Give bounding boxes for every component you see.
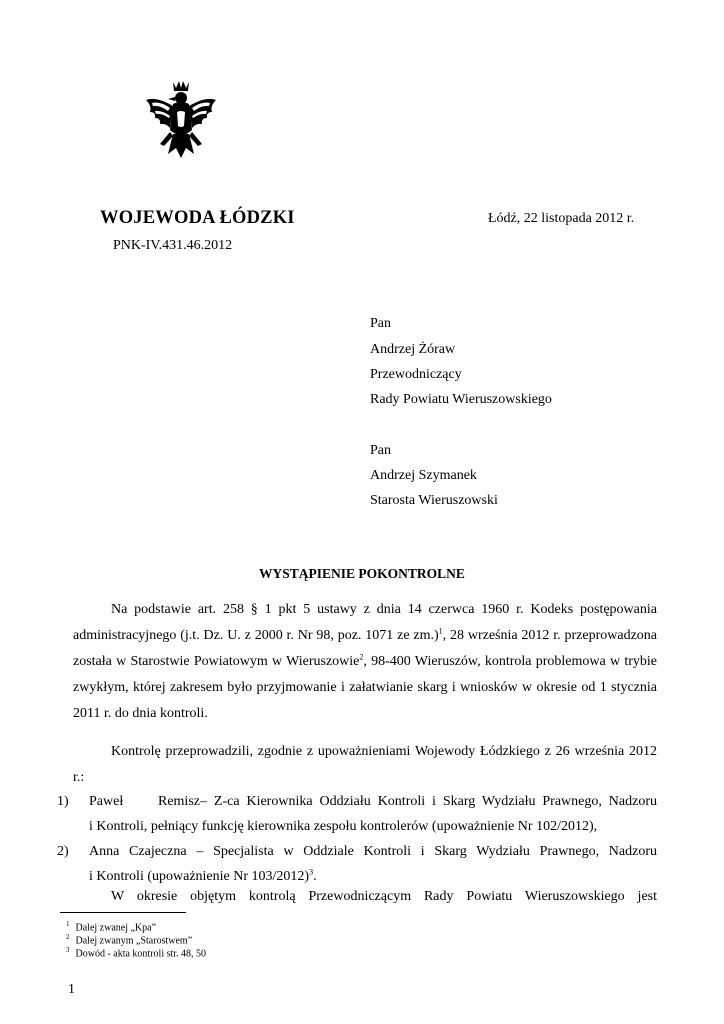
footnote	[66, 944, 206, 960]
paragraph-text: , 28 września 2012 r. przeprowadzona została w Starostwie Powiatowym w Wieruszowie	[73, 628, 657, 669]
controller-role-continued: i Kontroli, pełniący funkcję kierownika zespołu kontrolerów (upoważnienie Nr 102/2012),	[89, 819, 598, 834]
list-item	[57, 839, 657, 889]
footnote-text: Dalej zwanej „Kpa”	[75, 922, 157, 934]
paragraph-legal-basis	[73, 597, 657, 727]
footnote-text: Dalej zwanym „Starostwem”	[75, 935, 193, 947]
paragraph-chairman	[73, 884, 657, 910]
footnote-number: 2	[66, 933, 70, 941]
paragraph-text: W okresie objętym kontrolą Przewodniczącym Rady Powiatu Wieruszowskiego jest	[111, 889, 657, 904]
paragraph-text: Na podstawie art. 258 § 1 pkt 5 ustawy z dnia 14 czerwca 1960 r. Kodeks postępowania administracyjnego (j.t. Dz. U. z 2000 r. Nr 98, poz. 1071 ze zm.)	[73, 602, 657, 643]
document-heading: WYSTĄPIENIE POKONTROLNE	[259, 566, 465, 581]
footnote-reference: 1	[438, 626, 443, 636]
footnote-text: Dowód - akta kontroli str. 48, 50	[75, 948, 207, 960]
recipient-salutation: Pan	[370, 316, 391, 331]
sentence-end: .	[313, 869, 317, 884]
case-signature: PNK-IV.431.46.2012	[113, 238, 233, 253]
controller-name: Paweł Remisz	[89, 794, 200, 809]
place-and-date: Łódź, 22 listopada 2012 r.	[488, 211, 635, 226]
page-number: 1	[68, 982, 75, 997]
list-number: 1)	[57, 794, 69, 809]
controller-role-continued: i Kontroli (upoważnienie Nr 103/2012)	[89, 869, 310, 884]
footnote-number: 3	[66, 946, 70, 954]
recipient-position: Przewodniczący	[370, 367, 462, 382]
list-item	[57, 789, 657, 839]
recipient-name: Andrzej Szymanek	[370, 468, 477, 483]
footnote-reference: 3	[309, 867, 314, 877]
office-title: WOJEWODA ŁÓDZKI	[100, 208, 295, 228]
recipient-position: Starosta Wieruszowski	[370, 493, 498, 508]
recipient-salutation: Pan	[370, 443, 391, 458]
paragraph-controllers-intro	[73, 739, 657, 791]
footnote-separator	[60, 912, 186, 913]
controller-role: – Specjalista w Oddziale Kontroli i Skarg Wydziału Prawnego, Nadzoru	[196, 844, 658, 859]
footnote-number: 1	[66, 920, 70, 928]
controller-name: Anna Czajeczna	[89, 844, 187, 859]
recipient-institution: Rady Powiatu Wieruszowskiego	[370, 392, 552, 407]
recipient-name: Andrzej Żóraw	[370, 342, 456, 357]
list-number: 2)	[57, 844, 69, 859]
footnote-reference: 2	[359, 652, 364, 662]
eagle-emblem-icon	[140, 78, 222, 170]
paragraph-text: , 98-400 Wieruszów, kontrola problemowa w trybie zwykłym, której zakresem było przyjmowanie i załatwianie skarg i wniosków w okresie od 1 stycznia 2011 r. do dnia kontroli.	[73, 654, 657, 721]
paragraph-text: Kontrolę przeprowadzili, zgodnie z upoważnieniami Wojewody Łódzkiego z 26 września 2012 r.:	[73, 744, 657, 785]
controller-role: – Z-ca Kierownika Oddziału Kontroli i Skarg Wydziału Prawnego, Nadzoru	[200, 794, 657, 809]
